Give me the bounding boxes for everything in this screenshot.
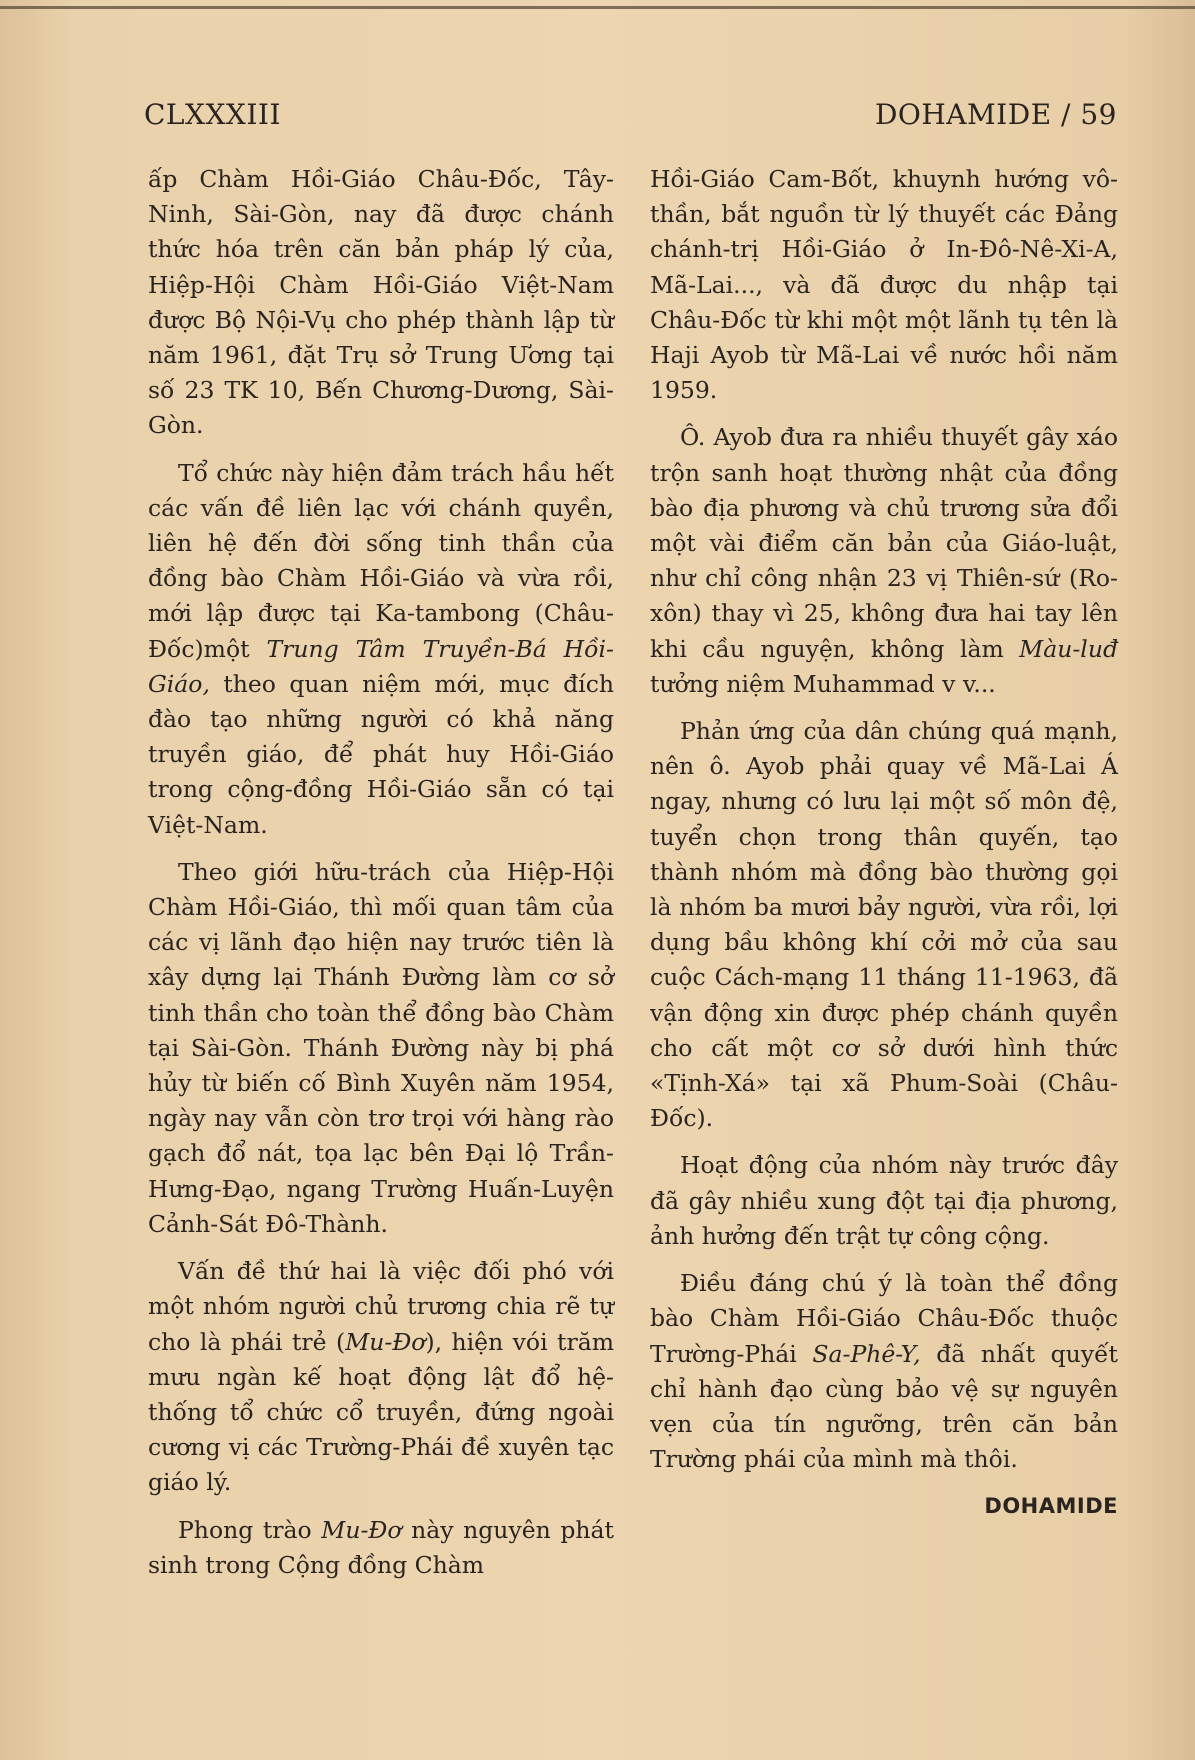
paragraph: Vấn đề thứ hai là việc đối phó với một nhóm người chủ trương chia rẽ tự cho là phái trẻ (Mu-Đơ), hiện vói trăm mưu ngàn kế hoạt động lật đổ hệ-thống tổ chức cổ truyền, đứng ngoài cương vị các Trường-Phái đề xuyên tạc giáo lý. — [148, 1257, 615, 1497]
paragraph: Điều đáng chú ý là toàn thể đồng bào Chàm Hồi-Giáo Châu-Đốc thuộc Trường-Phái Sa-Phê-Y, đã nhất quyết chỉ hành đạo cùng bảo vệ sự nguyên vẹn của tín ngưỡng, trên căn bản Trường phái của mình mà thôi. — [650, 1269, 1118, 1474]
author-signature: DOHAMIDE — [984, 1494, 1118, 1519]
paragraph: Theo giới hữu-trách của Hiệp-Hội Chàm Hồi-Giáo, thì mối quan tâm của các vị lãnh đạo hiện nay trước tiên là xây dựng lại Thánh Đường làm cơ sở tinh thần cho toàn thể đồng bào Chàm tại Sài-Gòn. Thánh Đường này bị phá hủy từ biến cố Bình Xuyên năm 1954, ngày nay vẫn còn trơ trọi với hàng rào gạch đổ nát, tọa lạc bên Đại lộ Trần-Hưng-Đạo, ngang Trường Huấn-Luyện Cảnh-Sát Đô-Thành. — [148, 857, 614, 1238]
paragraph: ấp Chàm Hồi-Giáo Châu-Đốc, Tây-Ninh, Sài-Gòn, nay đã được chánh thức hóa trên căn bản pháp lý của, Hiệp-Hội Chàm Hồi-Giáo Việt-Nam được Bộ Nội-Vụ cho phép thành lập từ năm 1961, đặt Trụ sở Trung Ương tại số 23 TK 10, Bến Chương-Dương, Sài-Gòn. — [148, 165, 614, 440]
paragraph: Hồi-Giáo Cam-Bốt, khuynh hướng vô-thần, bắt nguồn từ lý thuyết các Đảng chánh-trị Hồi-Giáo ở In-Đô-Nê-Xi-A, Mã-Lai..., và đã được du nhập tại Châu-Đốc từ khi một một lãnh tụ tên là Haji Ayob từ Mã-Lai về nước hồi năm 1959. — [650, 165, 1118, 405]
page-header-right: DOHAMIDE / 59 — [874, 98, 1117, 131]
left-column — [148, 162, 614, 1595]
paragraph: Tổ chức này hiện đảm trách hầu hết các vấn đề liên lạc với chánh quyền, liên hệ đến đời sống tinh thần của đồng bào Chàm Hồi-Giáo và vừa rồi, mới lập được tại Ka-tambong (Châu-Đốc)một Trung Tâm Truyền-Bá Hồi-Giáo, theo quan niệm mới, mục đích đào tạo những người có khả năng truyền giáo, để phát huy Hồi-Giáo trong cộng-đồng Hồi-Giáo sẵn có tại Việt-Nam. — [148, 458, 614, 839]
right-column — [650, 162, 1118, 1525]
paragraph: Phong trào Mu-Đơ này nguyên phát sinh trong Cộng đồng Chàm — [148, 1515, 614, 1579]
paragraph: Phản ứng của dân chúng quá mạnh, nên ô. Ayob phải quay về Mã-Lai Á ngay, nhưng có lưu lại một số môn đệ, tuyển chọn trong thân quyến, tạo thành nhóm mà đồng bào thường gọi là nhóm ba mươi bảy người, vừa rồi, lợi dụng bầu không khí cởi mở của sau cuộc Cách-mạng 11 tháng 11-1963, đã vận động xin được phép chánh quyền cho cất một cơ sở dưới hình thức «Tịnh-Xá» tại xã Phum-Soài (Châu-Đốc). — [650, 717, 1118, 1133]
top-rule — [0, 6, 1195, 9]
page-header-left: CLXXXIII — [144, 98, 281, 131]
paragraph: Ô. Ayob đưa ra nhiều thuyết gây xáo trộn sanh hoạt thường nhật của đồng bào địa phương và chủ trương sửa đổi một vài điểm căn bản của Giáo-luật, như chỉ công nhận 23 vị Thiên-sứ (Ro-xôn) thay vì 25, không đưa hai tay lên khi cầu nguyện, không làm Màu-luđ tưởng niệm Muhammad v v... — [650, 423, 1118, 698]
paragraph: Hoạt động của nhóm này trước đây đã gây nhiều xung đột tại địa phương, ảnh hưởng đến trật tự công cộng. — [650, 1151, 1118, 1250]
